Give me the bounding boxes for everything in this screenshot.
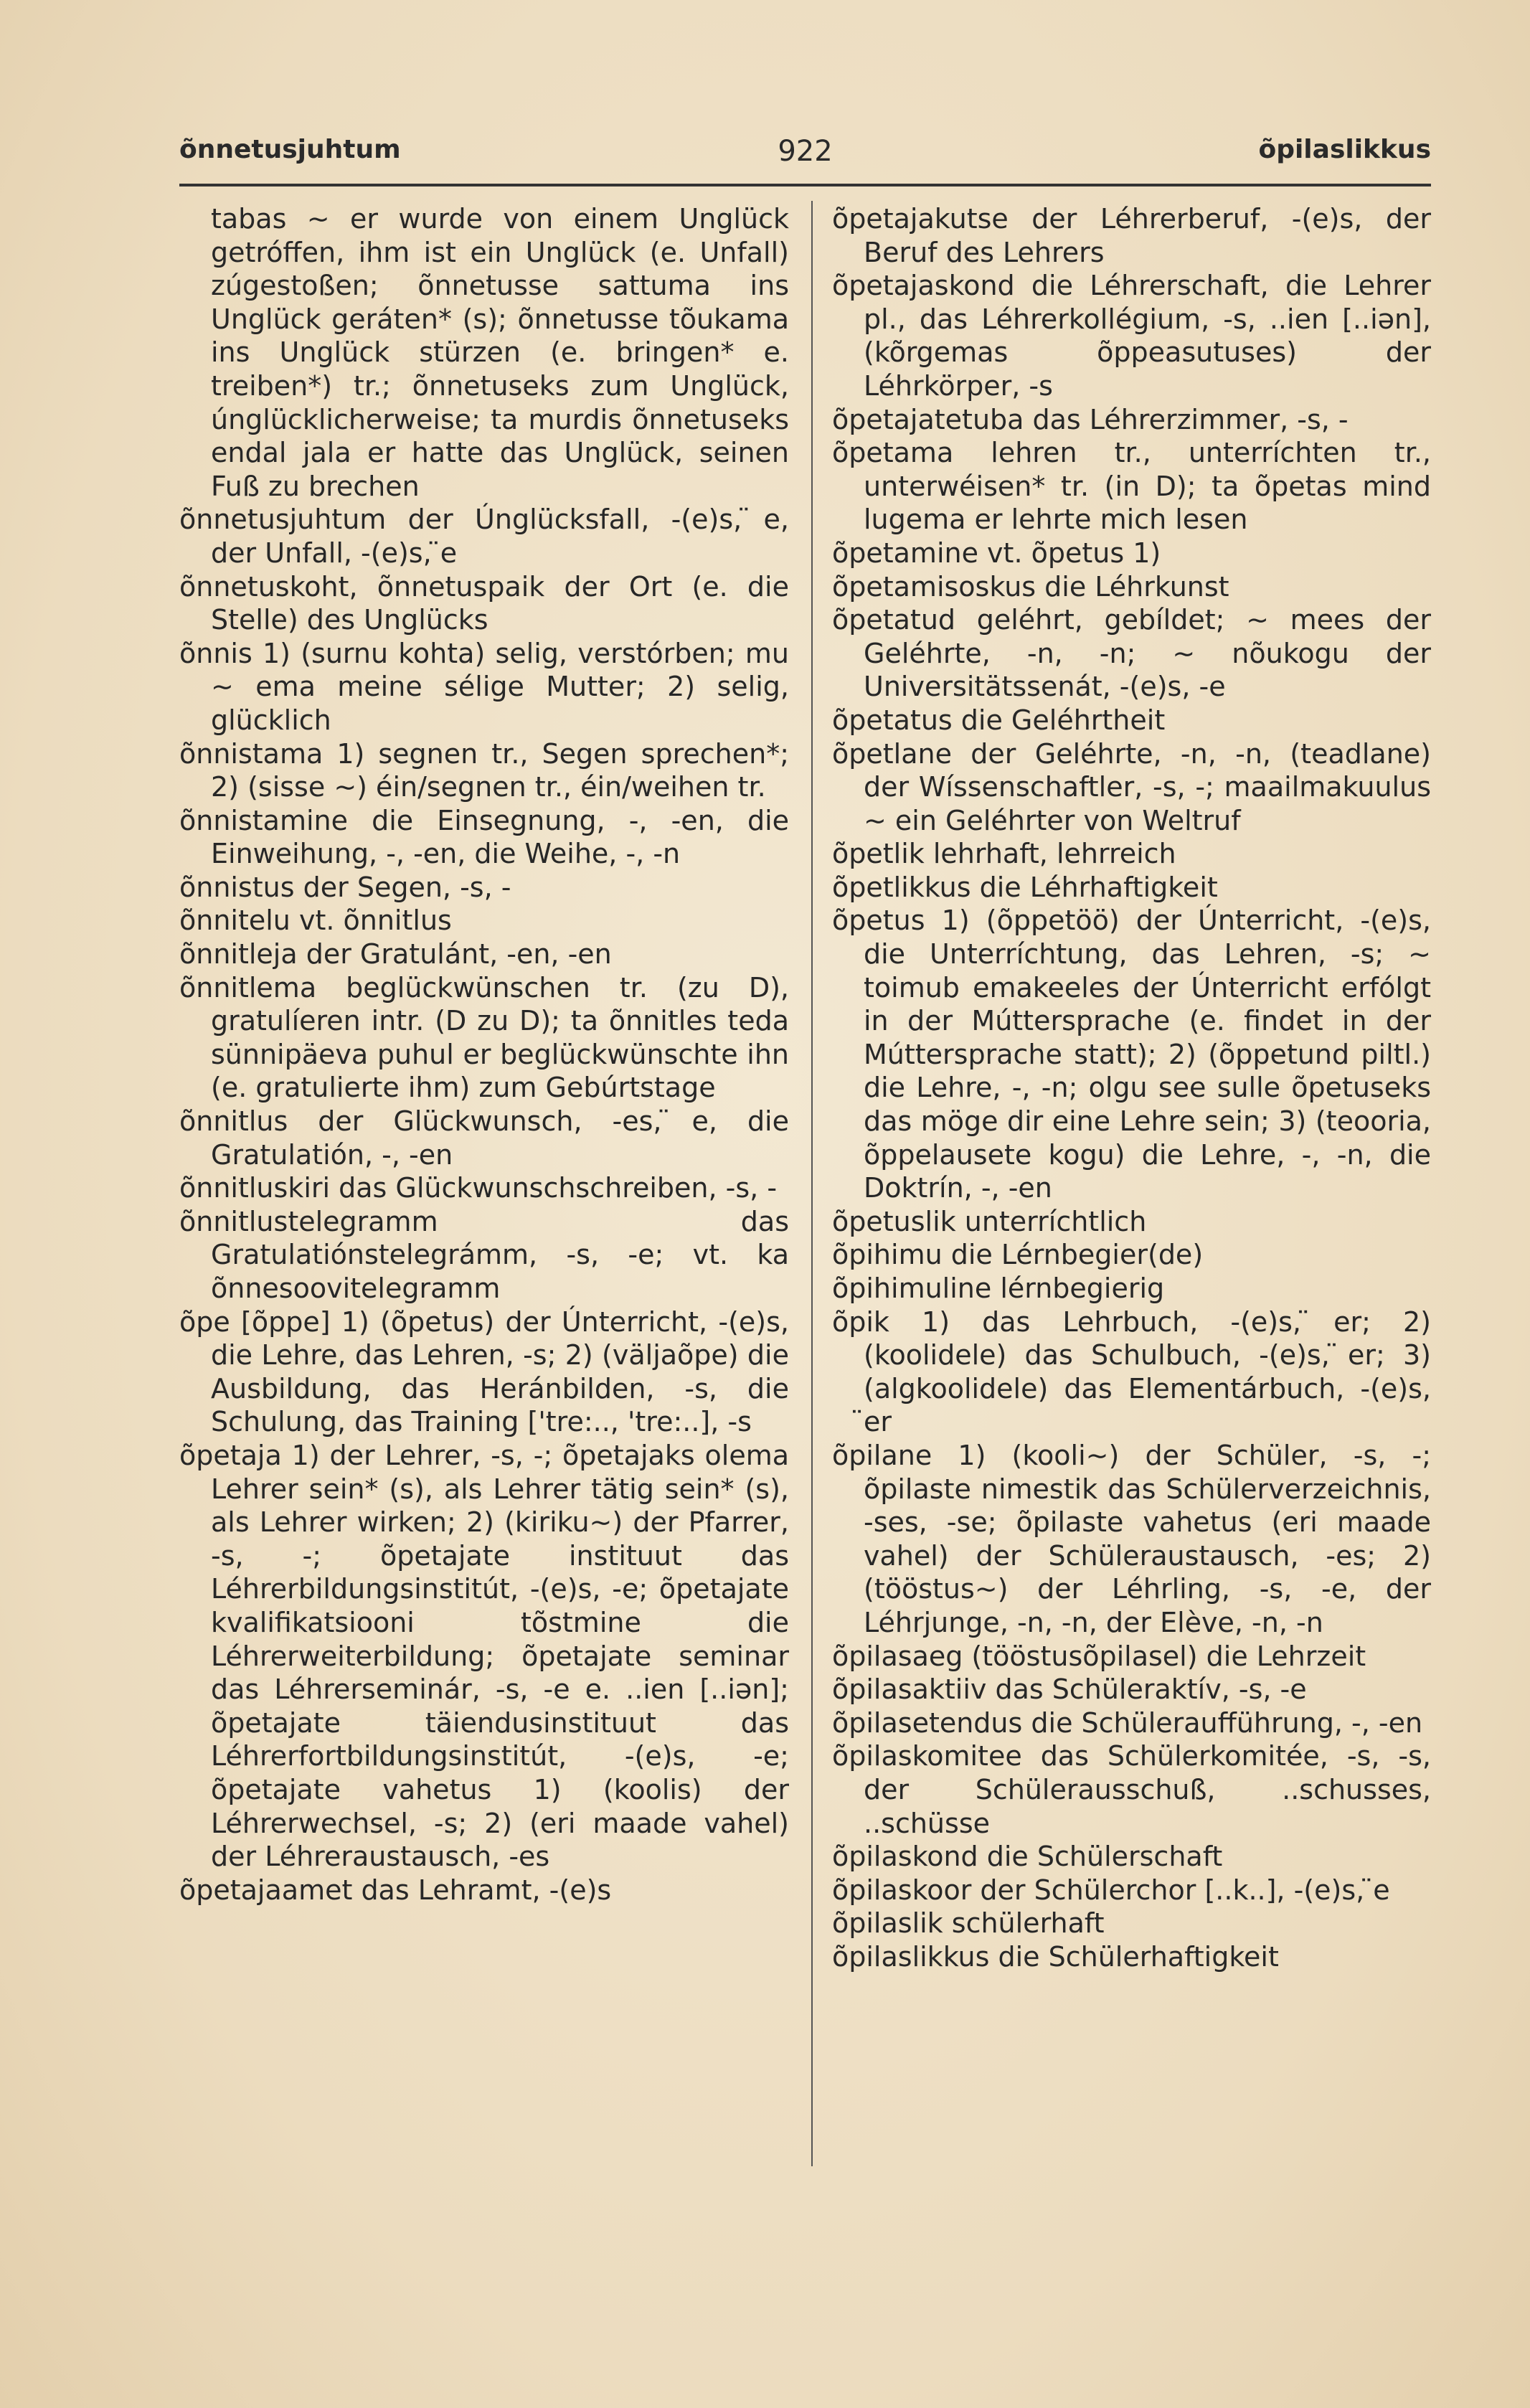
dictionary-entry: õnnistama 1) segnen tr., Segen sprechen*; 2) (sisse ∼) éin/segnen tr., éin/weihen tr. (179, 737, 789, 803)
dictionary-entry: õpetus 1) (õppetöö) der Únterricht, -(e)s, die Unterríchtung, das Lehren, -s; ∼ toimub emakeeles der Únterricht erfólgt in der Múttersprache (e. findet in der Múttersprache statt); 2) (õppetund piltl.) die Lehre, -, -n; olgu see sulle õpetuseks das möge dir eine Lehre sein; 3) (teooria, õppelausete kogu) die Lehre, -, -n, die Doktrín, -, -en (832, 905, 1431, 1204)
dictionary-entry: õpetaja 1) der Lehrer, -s, -; õpetajaks olema Lehrer sein* (s), als Lehrer tätig sein* (s), als Lehrer wirken; 2) (kiriku∼) der Pfarrer, -s, -; õpetajate instituut das Léhrerbildungsinstitút, -(e)s, -e; õpetajate kvalifikatsiooni tõstmine die Léhrerweiterbildung; õpetajate seminar das Léhrerseminár, -s, -e e. ..ien [..iən]; õpetajate täiendusinstituut das Léhrerfortbildungsinstitút, -(e)s, -e; õpetajate vahetus 1) (koolis) der Léhrerwechsel, -s; 2) (eri maade vahel) der Léhreraustausch, -es (179, 1439, 789, 1873)
dictionary-entry: õpetama lehren tr., unterríchten tr., unterwéisen* tr. (in D); ta õpetas mind lugema er lehrte mich lesen (832, 437, 1431, 536)
dictionary-entry: õpetamine vt. õpetus 1) (832, 537, 1161, 569)
dictionary-entry: õpilasaktiiv das Schüleraktív, -s, -e (832, 1673, 1307, 1706)
dictionary-entry: õpilaskomitee das Schülerkomitée, -s, -s, der Schülerausschuß, ..schusses, ..schüsse (832, 1740, 1431, 1839)
dictionary-entry: õpilaskoor der Schülerchor [..k..], -(e)s, ̈e (832, 1874, 1390, 1906)
dictionary-entry: õnnetusjuhtum der Únglücksfall, -(e)s, ̈e, der Unfall, -(e)s, ̈e (179, 504, 789, 569)
left-guide-word: õnnetusjuhtum (179, 135, 401, 164)
page-number: 922 (778, 135, 833, 168)
dictionary-entry: õpetajaskond die Léhrerschaft, die Lehrer pl., das Léhrerkollégium, -s, ..ien [..iən], (kõrgemas õppeasutuses) der Léhrkörper, -s (832, 270, 1431, 402)
dictionary-entry: õnnitleja der Gratulánt, -en, -en (179, 938, 612, 971)
dictionary-entry: tabas ∼ er wurde von einem Unglück getróffen, ihm ist ein Unglück (e. Unfall) zúgestoßen; õnnetusse sattuma ins Unglück geráten* (s); õnnetusse tõukama ins Unglück stürzen (e. bringen* e. treiben*) tr.; õnnetuseks zum Unglück, únglücklicherweise; ta murdis õnnetuseks endal jala er hatte das Unglück, seinen Fuß zu brechen (211, 203, 789, 502)
dictionary-entry: õpilaslik schülerhaft (832, 1907, 1105, 1940)
dictionary-entry: õpihimu die Lérnbegier(de) (832, 1239, 1204, 1271)
right-column (832, 202, 1431, 1973)
dictionary-entry: õpilaskond die Schülerschaft (832, 1841, 1223, 1873)
dictionary-entry: õpilasetendus die Schüleraufführung, -, -en (832, 1706, 1423, 1739)
dictionary-entry: õpetajakutse der Léhrerberuf, -(e)s, der Beruf des Lehrers (832, 203, 1431, 268)
dictionary-entry: õpetlik lehrhaft, lehrreich (832, 838, 1176, 870)
dictionary-entry: õpetlikkus die Léhrhaftigkeit (832, 871, 1218, 903)
dictionary-entry: õpetamisoskus die Léhrkunst (832, 570, 1229, 603)
dictionary-entry: õpetajaamet das Lehramt, -(e)s (179, 1874, 612, 1906)
dictionary-entry: õpilane 1) (kooli∼) der Schüler, -s, -; õpilaste nimestik das Schülerverzeichnis, -ses, -se; õpilaste vahetus (eri maade vahel) der Schüleraustausch, -es; 2) (tööstus∼) der Léhrling, -s, -e, der Léhrjunge, -n, -n, der Elève, -n, -n (832, 1439, 1431, 1638)
dictionary-entry: õnnitlema beglückwünschen tr. (zu D), gratulíeren intr. (D zu D); ta õnnitles teda sünnipäeva puhul er beglückwünschte ihn (e. gratulierte ihm) zum Gebúrtstage (179, 971, 789, 1104)
dictionary-entry: õnnistus der Segen, -s, - (179, 871, 511, 903)
column-divider (811, 201, 813, 2166)
dictionary-entry: õnnis 1) (surnu kohta) selig, verstórben; mu ∼ ema meine sélige Mutter; 2) selig, glücklich (179, 637, 789, 736)
dictionary-entry: õpilaslikkus die Schülerhaftigkeit (832, 1940, 1279, 1973)
dictionary-entry: õpetajatetuba das Léhrerzimmer, -s, - (832, 403, 1349, 435)
dictionary-entry: õpe [õppe] 1) (õpetus) der Únterricht, -(e)s, die Lehre, das Lehren, -s; 2) (väljaõpe) die Ausbildung, das Heránbilden, -s, die Schulung, das Training ['tre:.., 'tre:..], -s (179, 1305, 789, 1438)
dictionary-entry: õnnitelu vt. õnnitlus (179, 905, 452, 937)
dictionary-entry: õnnitluskiri das Glückwunschschreiben, -s, - (179, 1172, 778, 1204)
dictionary-entry: õnnitlustelegramm das Gratulatiónstelegrámm, -s, -e; vt. ka õnnesoovitelegramm (179, 1205, 789, 1304)
header-rule (179, 184, 1431, 186)
dictionary-entry: õpetlane der Geléhrte, -n, -n, (teadlane) der Wíssenschaftler, -s, -; maailmakuulus ∼ ein Geléhrter von Weltruf (832, 737, 1431, 836)
dictionary-entry: õpetatud geléhrt, gebíldet; ∼ mees der Geléhrte, -n, -n; ∼ nõukogu der Universitätssenát, -(e)s, -e (832, 604, 1431, 703)
dictionary-entry: õpilasaeg (tööstusõpilasel) die Lehrzeit (832, 1640, 1366, 1672)
running-head (179, 135, 1431, 175)
right-guide-word: õpilaslikkus (1258, 135, 1431, 164)
dictionary-entry: õpihimuline lérnbegierig (832, 1273, 1165, 1304)
dictionary-entry: õnnitlus der Glückwunsch, -es, ̈e, die Gratulatión, -, -en (179, 1105, 789, 1171)
left-column (179, 202, 789, 1907)
dictionary-entry: õpik 1) das Lehrbuch, -(e)s, ̈er; 2) (koolidele) das Schulbuch, -(e)s, ̈er; 3) (algkoolidele) das Elementárbuch, -(e)s, ̈er (832, 1305, 1431, 1438)
dictionary-entry: õpetuslik unterríchtlich (832, 1205, 1147, 1237)
dictionary-entry: õnnetuskoht, õnnetuspaik der Ort (e. die Stelle) des Unglücks (179, 570, 789, 636)
dictionary-entry: õpetatus die Geléhrtheit (832, 704, 1166, 736)
dictionary-entry: õnnistamine die Einsegnung, -, -en, die Einweihung, -, -en, die Weihe, -, -n (179, 804, 789, 870)
